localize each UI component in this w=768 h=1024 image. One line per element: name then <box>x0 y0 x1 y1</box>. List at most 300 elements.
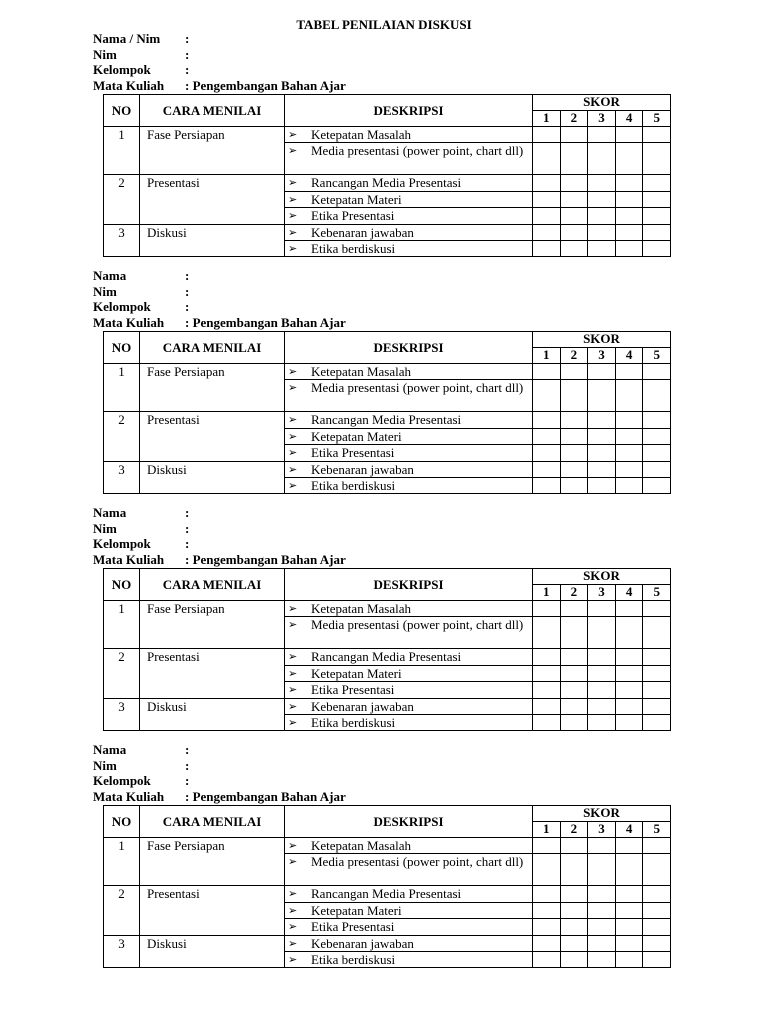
score-cell[interactable] <box>533 380 561 412</box>
info-value: : <box>185 283 190 299</box>
deskripsi-text: Ketepatan Materi <box>311 665 402 681</box>
row-number: 1 <box>104 601 140 649</box>
score-cell[interactable] <box>643 380 671 412</box>
deskripsi-cell <box>285 617 533 649</box>
deskripsi-cell <box>285 838 533 854</box>
arrow-bullet-icon: ➢ <box>288 683 298 697</box>
score-header: 2 <box>560 111 588 127</box>
info-row <box>93 31 669 47</box>
score-cell[interactable] <box>588 601 616 617</box>
score-cell[interactable] <box>533 952 561 968</box>
score-cell[interactable] <box>643 364 671 380</box>
header-no: NO <box>104 806 140 838</box>
header-no: NO <box>104 332 140 364</box>
arrow-bullet-icon: ➢ <box>288 650 298 664</box>
cara-menilai-cell: Fase Persiapan <box>140 601 285 649</box>
score-cell[interactable] <box>533 698 561 714</box>
score-cell[interactable] <box>533 919 561 935</box>
score-cell[interactable] <box>560 902 588 918</box>
score-cell[interactable] <box>533 715 561 731</box>
deskripsi-text: Etika Presentasi <box>311 208 395 224</box>
score-cell[interactable] <box>533 191 561 207</box>
student-info <box>93 742 669 804</box>
arrow-bullet-icon: ➢ <box>288 602 298 615</box>
score-cell[interactable] <box>615 208 643 224</box>
info-value: : <box>185 742 190 757</box>
score-cell[interactable] <box>533 461 561 477</box>
score-cell[interactable] <box>533 478 561 494</box>
deskripsi-cell <box>285 428 533 444</box>
score-header: 1 <box>533 111 561 127</box>
deskripsi-text: Etika berdiskusi <box>311 715 396 731</box>
deskripsi-cell <box>285 698 533 714</box>
score-cell[interactable] <box>643 143 671 175</box>
deskripsi-cell <box>285 478 533 494</box>
header-cara-menilai: CARA MENILAI <box>140 806 285 838</box>
row-number: 2 <box>104 412 140 461</box>
deskripsi-cell <box>285 715 533 731</box>
table-row <box>104 886 671 902</box>
deskripsi-text: Etika Presentasi <box>311 919 395 935</box>
score-cell[interactable] <box>560 175 588 191</box>
score-header: 3 <box>588 822 616 838</box>
info-label: Nim <box>93 46 117 62</box>
score-cell[interactable] <box>615 461 643 477</box>
info-row <box>93 773 669 789</box>
score-cell[interactable] <box>560 919 588 935</box>
arrow-bullet-icon: ➢ <box>288 429 298 443</box>
score-cell[interactable] <box>615 412 643 428</box>
info-value: : <box>185 757 190 773</box>
row-number: 1 <box>104 364 140 412</box>
header-cara-menilai: CARA MENILAI <box>140 332 285 364</box>
score-cell[interactable] <box>560 649 588 665</box>
deskripsi-cell <box>285 224 533 240</box>
deskripsi-text: Rancangan Media Presentasi <box>311 649 462 665</box>
score-cell[interactable] <box>533 364 561 380</box>
deskripsi-cell <box>285 175 533 191</box>
deskripsi-text: Etika berdiskusi <box>311 241 396 257</box>
score-cell[interactable] <box>615 478 643 494</box>
score-cell[interactable] <box>588 380 616 412</box>
table-row <box>104 412 671 428</box>
row-number: 3 <box>104 224 140 257</box>
deskripsi-text: Etika berdiskusi <box>311 952 396 968</box>
score-cell[interactable] <box>643 682 671 698</box>
score-cell[interactable] <box>643 715 671 731</box>
score-cell[interactable] <box>615 617 643 649</box>
score-cell[interactable] <box>560 412 588 428</box>
score-cell[interactable] <box>533 854 561 886</box>
score-header: 1 <box>533 822 561 838</box>
score-cell[interactable] <box>588 902 616 918</box>
arrow-bullet-icon: ➢ <box>288 699 298 713</box>
assessment-table <box>103 94 671 257</box>
score-cell[interactable] <box>615 665 643 681</box>
deskripsi-cell <box>285 461 533 477</box>
info-label: Kelompok <box>93 299 151 315</box>
score-cell[interactable] <box>533 412 561 428</box>
arrow-bullet-icon: ➢ <box>288 479 298 493</box>
row-number: 2 <box>104 649 140 698</box>
info-value: : Pengembangan Bahan Ajar <box>185 314 346 330</box>
score-cell[interactable] <box>643 601 671 617</box>
row-number: 2 <box>104 175 140 224</box>
score-cell[interactable] <box>588 617 616 649</box>
score-cell[interactable] <box>615 127 643 143</box>
info-row <box>93 62 669 78</box>
student-info <box>93 505 669 567</box>
cara-menilai-cell: Presentasi <box>140 412 285 461</box>
score-cell[interactable] <box>533 428 561 444</box>
score-cell[interactable] <box>615 919 643 935</box>
arrow-bullet-icon: ➢ <box>288 225 298 239</box>
deskripsi-cell <box>285 854 533 886</box>
score-cell[interactable] <box>533 649 561 665</box>
score-cell[interactable] <box>615 935 643 951</box>
score-cell[interactable] <box>533 224 561 240</box>
score-cell[interactable] <box>588 445 616 461</box>
score-cell[interactable] <box>533 665 561 681</box>
score-cell[interactable] <box>643 127 671 143</box>
info-row <box>93 299 669 315</box>
score-cell[interactable] <box>533 445 561 461</box>
row-number: 2 <box>104 886 140 935</box>
score-cell[interactable] <box>560 617 588 649</box>
info-row <box>93 521 669 537</box>
info-row <box>93 315 669 331</box>
deskripsi-cell <box>285 919 533 935</box>
score-cell[interactable] <box>615 902 643 918</box>
score-cell[interactable] <box>615 428 643 444</box>
deskripsi-cell <box>285 364 533 380</box>
score-cell[interactable] <box>560 380 588 412</box>
score-header: 3 <box>588 585 616 601</box>
score-cell[interactable] <box>643 241 671 257</box>
score-cell[interactable] <box>643 175 671 191</box>
score-cell[interactable] <box>588 919 616 935</box>
score-cell[interactable] <box>615 886 643 902</box>
info-label: Mata Kuliah <box>93 77 165 93</box>
arrow-bullet-icon: ➢ <box>288 446 298 460</box>
arrow-bullet-icon: ➢ <box>288 887 298 901</box>
deskripsi-text: Etika Presentasi <box>311 445 395 461</box>
arrow-bullet-icon: ➢ <box>288 144 298 158</box>
score-cell[interactable] <box>615 838 643 854</box>
score-cell[interactable] <box>643 461 671 477</box>
header-deskripsi: DESKRIPSI <box>285 806 533 838</box>
score-cell[interactable] <box>643 445 671 461</box>
row-number: 1 <box>104 838 140 886</box>
score-cell[interactable] <box>615 364 643 380</box>
header-skor: SKOR <box>533 806 671 822</box>
score-cell[interactable] <box>615 380 643 412</box>
score-cell[interactable] <box>643 191 671 207</box>
info-label: Nama <box>93 268 127 283</box>
info-value: : <box>185 268 190 283</box>
score-cell[interactable] <box>588 428 616 444</box>
score-cell[interactable] <box>560 191 588 207</box>
info-label: Nama <box>93 505 127 520</box>
score-cell[interactable] <box>588 143 616 175</box>
info-value: : <box>185 520 190 536</box>
header-no: NO <box>104 95 140 127</box>
info-label: Nama <box>93 742 127 757</box>
score-cell[interactable] <box>560 698 588 714</box>
info-row <box>93 284 669 300</box>
score-cell[interactable] <box>588 886 616 902</box>
info-row <box>93 47 669 63</box>
info-value: : Pengembangan Bahan Ajar <box>185 77 346 93</box>
score-cell[interactable] <box>643 412 671 428</box>
score-cell[interactable] <box>560 127 588 143</box>
arrow-bullet-icon: ➢ <box>288 413 298 427</box>
table-row <box>104 649 671 665</box>
deskripsi-cell <box>285 143 533 175</box>
deskripsi-text: Media presentasi (power point, chart dll) <box>311 380 524 396</box>
score-cell[interactable] <box>560 886 588 902</box>
score-cell[interactable] <box>615 175 643 191</box>
score-cell[interactable] <box>643 902 671 918</box>
table-row <box>104 838 671 854</box>
score-cell[interactable] <box>643 698 671 714</box>
deskripsi-text: Etika Presentasi <box>311 682 395 698</box>
deskripsi-text: Ketepatan Materi <box>311 191 402 207</box>
score-cell[interactable] <box>533 241 561 257</box>
info-row <box>93 552 669 568</box>
table-row <box>104 127 671 143</box>
header-skor: SKOR <box>533 332 671 348</box>
deskripsi-cell <box>285 649 533 665</box>
score-cell[interactable] <box>588 208 616 224</box>
score-cell[interactable] <box>533 175 561 191</box>
score-cell[interactable] <box>643 665 671 681</box>
score-cell[interactable] <box>643 208 671 224</box>
score-header: 4 <box>615 348 643 364</box>
info-label: Kelompok <box>93 536 151 552</box>
info-label: Mata Kuliah <box>93 314 165 330</box>
score-cell[interactable] <box>533 902 561 918</box>
arrow-bullet-icon: ➢ <box>288 839 298 852</box>
deskripsi-text: Kebenaran jawaban <box>311 698 414 714</box>
score-header: 5 <box>643 348 671 364</box>
score-cell[interactable] <box>588 649 616 665</box>
score-cell[interactable] <box>615 224 643 240</box>
score-cell[interactable] <box>588 412 616 428</box>
score-cell[interactable] <box>588 715 616 731</box>
score-cell[interactable] <box>560 478 588 494</box>
info-label: Mata Kuliah <box>93 788 165 804</box>
score-cell[interactable] <box>588 935 616 951</box>
deskripsi-text: Ketepatan Materi <box>311 902 402 918</box>
info-value: : <box>185 536 190 552</box>
header-deskripsi: DESKRIPSI <box>285 569 533 601</box>
cara-menilai-cell: Fase Persiapan <box>140 127 285 175</box>
deskripsi-text: Kebenaran jawaban <box>311 224 414 240</box>
score-cell[interactable] <box>560 601 588 617</box>
score-cell[interactable] <box>588 127 616 143</box>
score-cell[interactable] <box>588 241 616 257</box>
header-cara-menilai: CARA MENILAI <box>140 569 285 601</box>
score-cell[interactable] <box>560 364 588 380</box>
deskripsi-text: Rancangan Media Presentasi <box>311 886 462 902</box>
score-cell[interactable] <box>615 445 643 461</box>
score-header: 4 <box>615 585 643 601</box>
score-cell[interactable] <box>533 601 561 617</box>
score-cell[interactable] <box>588 461 616 477</box>
assessment-table <box>103 805 671 968</box>
score-cell[interactable] <box>588 665 616 681</box>
score-cell[interactable] <box>533 127 561 143</box>
score-cell[interactable] <box>588 682 616 698</box>
arrow-bullet-icon: ➢ <box>288 716 298 730</box>
score-cell[interactable] <box>560 428 588 444</box>
table-row <box>104 175 671 191</box>
deskripsi-cell <box>285 902 533 918</box>
cara-menilai-cell: Fase Persiapan <box>140 364 285 412</box>
score-header: 1 <box>533 348 561 364</box>
arrow-bullet-icon: ➢ <box>288 936 298 950</box>
score-header: 4 <box>615 111 643 127</box>
score-cell[interactable] <box>560 241 588 257</box>
score-cell[interactable] <box>643 617 671 649</box>
arrow-bullet-icon: ➢ <box>288 209 298 223</box>
score-cell[interactable] <box>643 854 671 886</box>
deskripsi-text: Media presentasi (power point, chart dll) <box>311 143 524 159</box>
deskripsi-text: Ketepatan Masalah <box>311 127 411 142</box>
score-cell[interactable] <box>588 952 616 968</box>
deskripsi-cell <box>285 380 533 412</box>
arrow-bullet-icon: ➢ <box>288 128 298 141</box>
info-row <box>93 758 669 774</box>
info-value: : <box>185 62 190 78</box>
score-cell[interactable] <box>560 952 588 968</box>
score-header: 2 <box>560 348 588 364</box>
score-cell[interactable] <box>560 461 588 477</box>
arrow-bullet-icon: ➢ <box>288 365 298 378</box>
deskripsi-text: Rancangan Media Presentasi <box>311 175 462 191</box>
header-deskripsi: DESKRIPSI <box>285 332 533 364</box>
score-header: 3 <box>588 348 616 364</box>
info-value: : <box>185 31 190 46</box>
score-cell[interactable] <box>643 886 671 902</box>
arrow-bullet-icon: ➢ <box>288 381 298 395</box>
score-cell[interactable] <box>588 224 616 240</box>
deskripsi-cell <box>285 601 533 617</box>
info-label: Nim <box>93 520 117 536</box>
score-cell[interactable] <box>643 919 671 935</box>
score-header: 5 <box>643 585 671 601</box>
deskripsi-cell <box>285 241 533 257</box>
arrow-bullet-icon: ➢ <box>288 953 298 967</box>
score-cell[interactable] <box>615 854 643 886</box>
score-cell[interactable] <box>615 698 643 714</box>
deskripsi-text: Rancangan Media Presentasi <box>311 412 462 428</box>
score-cell[interactable] <box>588 698 616 714</box>
score-cell[interactable] <box>615 715 643 731</box>
score-cell[interactable] <box>533 143 561 175</box>
score-cell[interactable] <box>588 838 616 854</box>
score-cell[interactable] <box>560 935 588 951</box>
deskripsi-cell <box>285 208 533 224</box>
score-cell[interactable] <box>588 175 616 191</box>
header-cara-menilai: CARA MENILAI <box>140 95 285 127</box>
table-row <box>104 698 671 714</box>
score-cell[interactable] <box>560 715 588 731</box>
score-cell[interactable] <box>533 617 561 649</box>
info-row <box>93 505 669 521</box>
score-cell[interactable] <box>643 649 671 665</box>
score-cell[interactable] <box>588 478 616 494</box>
score-cell[interactable] <box>643 224 671 240</box>
score-cell[interactable] <box>533 682 561 698</box>
score-cell[interactable] <box>615 241 643 257</box>
score-cell[interactable] <box>643 935 671 951</box>
deskripsi-text: Ketepatan Masalah <box>311 364 411 379</box>
score-cell[interactable] <box>615 952 643 968</box>
table-row <box>104 601 671 617</box>
score-cell[interactable] <box>615 682 643 698</box>
arrow-bullet-icon: ➢ <box>288 192 298 206</box>
student-info <box>93 31 669 93</box>
row-number: 1 <box>104 127 140 175</box>
header-no: NO <box>104 569 140 601</box>
score-cell[interactable] <box>560 208 588 224</box>
score-cell[interactable] <box>643 478 671 494</box>
score-cell[interactable] <box>643 838 671 854</box>
assessment-form <box>93 31 669 257</box>
info-row <box>93 536 669 552</box>
score-cell[interactable] <box>560 143 588 175</box>
deskripsi-text: Media presentasi (power point, chart dll) <box>311 617 524 633</box>
score-cell[interactable] <box>533 208 561 224</box>
info-row <box>93 268 669 284</box>
info-value: : <box>185 46 190 62</box>
arrow-bullet-icon: ➢ <box>288 462 298 476</box>
score-cell[interactable] <box>533 886 561 902</box>
score-cell[interactable] <box>560 838 588 854</box>
score-cell[interactable] <box>533 838 561 854</box>
deskripsi-cell <box>285 412 533 428</box>
deskripsi-cell <box>285 952 533 968</box>
deskripsi-cell <box>285 445 533 461</box>
score-cell[interactable] <box>615 601 643 617</box>
info-label: Nim <box>93 283 117 299</box>
row-number: 3 <box>104 935 140 968</box>
deskripsi-text: Etika berdiskusi <box>311 478 396 494</box>
score-cell[interactable] <box>615 649 643 665</box>
deskripsi-cell <box>285 665 533 681</box>
score-cell[interactable] <box>560 665 588 681</box>
score-cell[interactable] <box>588 854 616 886</box>
table-row <box>104 935 671 951</box>
score-cell[interactable] <box>533 935 561 951</box>
info-value: : <box>185 773 190 789</box>
info-label: Nama / Nim <box>93 31 161 46</box>
score-cell[interactable] <box>560 224 588 240</box>
score-cell[interactable] <box>588 364 616 380</box>
score-cell[interactable] <box>643 952 671 968</box>
score-cell[interactable] <box>615 143 643 175</box>
arrow-bullet-icon: ➢ <box>288 176 298 190</box>
score-cell[interactable] <box>615 191 643 207</box>
score-cell[interactable] <box>560 445 588 461</box>
score-cell[interactable] <box>643 428 671 444</box>
score-cell[interactable] <box>560 682 588 698</box>
score-cell[interactable] <box>588 191 616 207</box>
cara-menilai-cell: Diskusi <box>140 224 285 257</box>
score-cell[interactable] <box>560 854 588 886</box>
